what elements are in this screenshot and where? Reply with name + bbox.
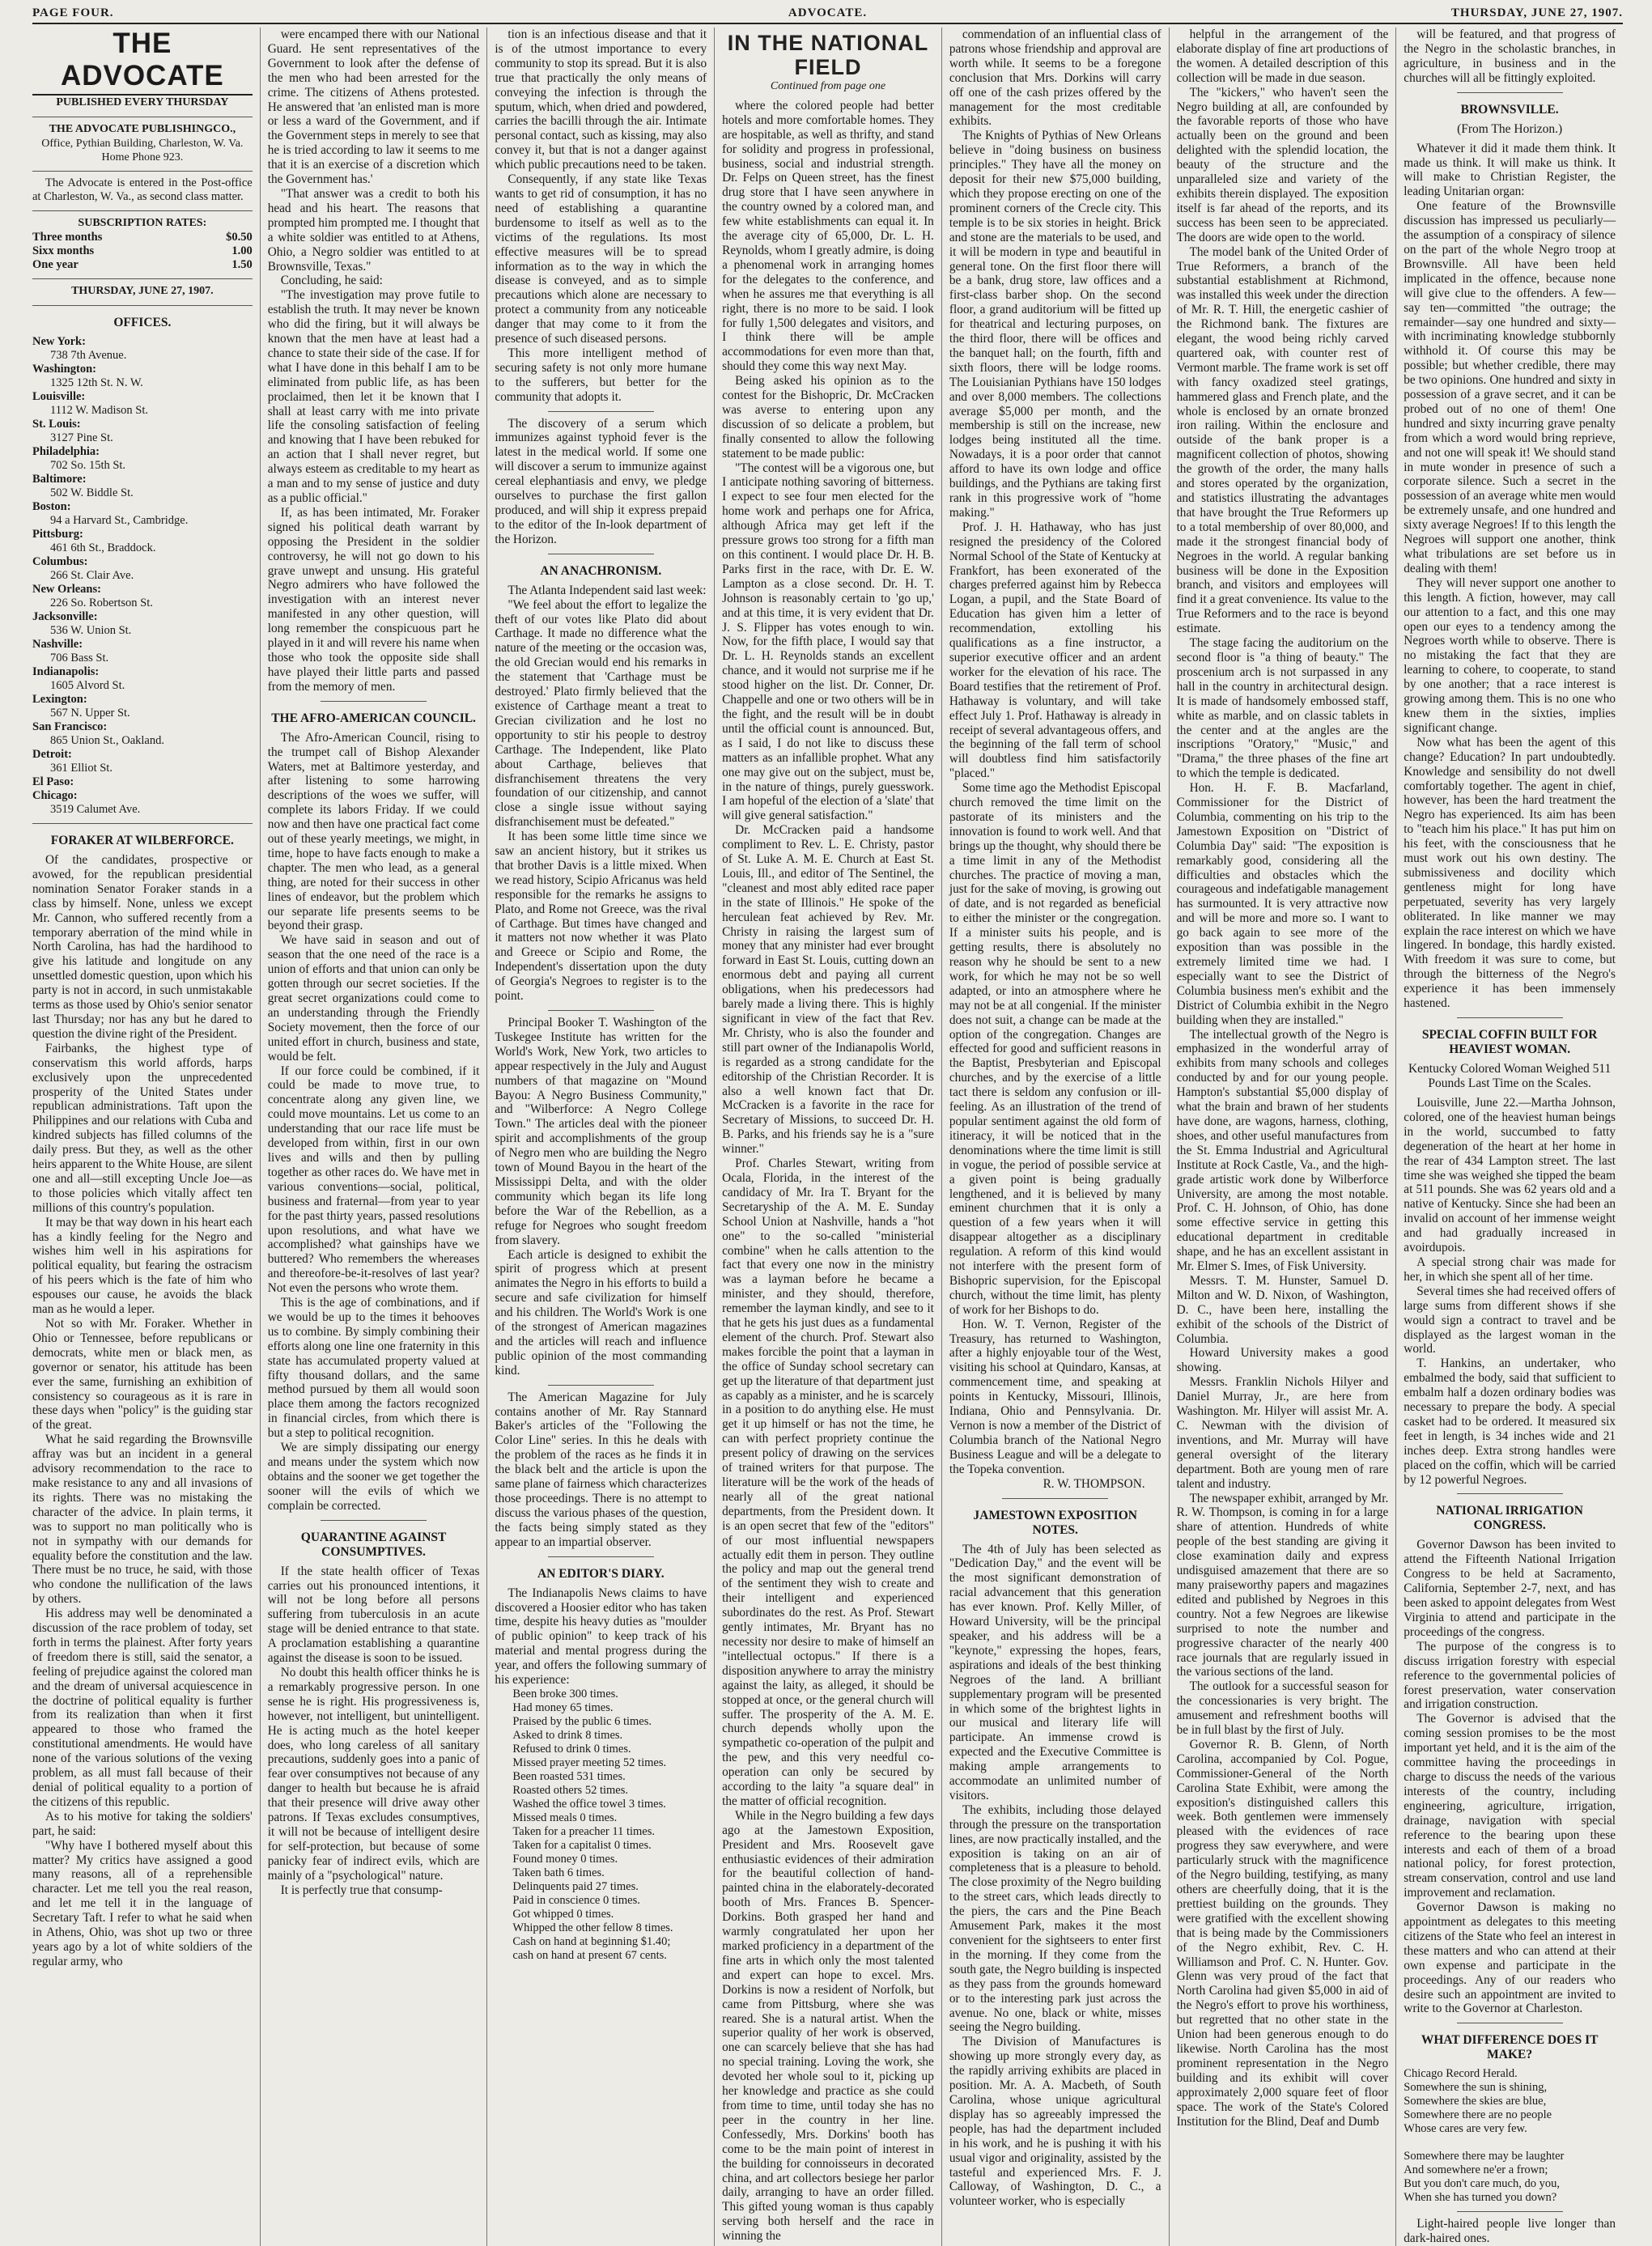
header-paper-name: ADVOCATE. (788, 6, 868, 19)
list-item: Found money 0 times. (512, 1852, 618, 1866)
poem-line: And somewhere ne'er a frown; (1404, 2163, 1548, 2177)
paragraph: were encamped there with our National Guard. He sent representatives of the Government to look after the defense of the men who had been arrested for the crime. The citizens of Athens protested. He answered that 'an enlisted man is more or less a ward of the Government, and if the Government steps in merely to see that he is tried according to law it seems to me that it is an exercise of a discretion which the Government has.' (267, 28, 480, 187)
paragraph: Howard University makes a good showing. (1176, 1346, 1389, 1375)
paragraph: The "kickers," who haven't seen the Negro building at all, are confounded by the favorable reports of those who have actually been on the ground and been delighted with the splendid location, the beauty of the structure and the unparalleled size and variety of the exhibits therein displayed. The exposition itself is far ahead of the reports, and its success has been seen to be appreciated. The doors are wide open to the world. (1176, 85, 1389, 244)
paragraph: Messrs. T. M. Hunster, Samuel D. Milton and W. D. Nixon, of Washington, D. C., have been here, installing the exhibit of the schools of the District of Columbia. (1176, 1273, 1389, 1346)
divider (1457, 2211, 1563, 2212)
article-title-brownsville: BROWNSVILLE. (1460, 102, 1559, 117)
divider (321, 701, 427, 702)
divider (32, 305, 253, 306)
paragraph: We are simply dissipating our energy and means under the system which now obtains and the sooner we get together the sooner will the evils of which we complain be corrected. (267, 1441, 480, 1513)
page-number: PAGE FOUR. (32, 6, 114, 19)
poem-line: When she has turned you down? (1404, 2191, 1557, 2205)
list-item: Asked to drink 8 times. (512, 1728, 623, 1742)
offices-list: New York: 738 7th Avenue. Washington: 1325 12th St. N. W. Louisville: 1112 W. Madison St. St. Louis: 3127 Pine St. Philadelphia: 702 So. 15th St. Baltimore: 502 W. Biddle St. Boston: 94 a Harvard St., Cambridge. Pittsburg: 461 6th St., Braddock. Columbus: 266 St. Clair Ave. New Orleans: 226 So. Robertson St. Jacksonville: 536 W. Union St. Nashville: 706 Bass St. Indianapolis: 1605 Alvord St. Lexington: 567 N. Upper St. San Francisco: 865 Union St., Oakland. Detroit: 361 Elliot St. El Paso: Chicago: 3519 Calumet Ave. (32, 335, 189, 816)
list-item: Washed the office towel 3 times. (512, 1797, 666, 1811)
list-item: Had money 65 times. (512, 1700, 614, 1714)
paragraph: The discovery of a serum which immunizes against typhoid fever is the latest in the medical world. If some one will discover a serum to immunize against cereal elephantiasis and envy, we pledge ourselves to purchase the first gallon produced, and will ship it express prepaid to the editor of the In-look department of the Horizon. (495, 416, 707, 546)
article-title-diary: AN EDITOR'S DIARY. (537, 1566, 665, 1581)
divider (32, 278, 253, 279)
offices-heading: OFFICES. (113, 316, 172, 329)
paragraph: The purpose of the congress is to discuss irrigation forestry with especial reference to the governmental policies of forest preservation, water conservation and irrigation construction. (1404, 1639, 1616, 1712)
paragraph: Being asked his opinion as to the contest for the Bishopric, Dr. McCracken was averse to entering upon any discussion of so delicate a problem, but finally consented to allow the following statement to be made public: (722, 374, 934, 461)
paragraph: where the colored people had better hotels and more comfortable homes. They are hospitable, as well as thrifty, and stand for solidity and progress in professional, business, social and industrial strength. Dr. Felps on Queen street, has the finest drug store that I have seen anywhere in the country owned by a colored man, and few white establishments can equal it. In the average city of 65,000, Dr. L. H. Reynolds, whom I greatly admire, is doing a phenomenal work in arranging homes for the delegates to the conference, and when he assures me that everything is all right, there is no more to be said. I look for fully 1,500 delegates and visitors, and I think there will be ample accommodations for even more than that, should they come this way next May. (722, 98, 934, 374)
list-item: Missed meals 0 times. (512, 1811, 618, 1824)
paragraph: If the state health officer of Texas carries out his pronounced intentions, it will not be long before all persons suffering from tuberculosis in an acute stage will be denied entrance to that state. A proclamation establishing a quarantine against the disease is soon to be issued. (267, 1564, 480, 1666)
paragraph: The stage facing the auditorium on the second floor is "a thing of beauty." The proscenium arch is not surpassed in any hall in the country in architectural design. It is made of handsomely embossed staff, white as marble, and on classic tablets in the center and at the angles are the inscriptions "Oratory," "Music," and "Drama," the three phases of the fine art to which the temple is dedicated. (1176, 636, 1389, 781)
divider (548, 411, 654, 412)
paragraph: "Why have I bothered myself about this matter? My critics have assigned a good many reasons, all of a reprehensible character. Let me tell you the real reason, and let me tell it in the language of Secretary Taft. I refer to what he said when in Athens, Ohio, was shot up two or three years ago by a lot of white soldiers of the regular army, who (32, 1838, 253, 1968)
paragraph: Whatever it did it made them think. It made us think. It will make us think. It will make to Christian Register, the leading Unitarian organ: (1404, 141, 1616, 199)
paragraph: This more intelligent method of securing safety is not only more humane to the sufferers, but better for the community that adopts it. (495, 346, 707, 404)
poem-line: Somewhere there may be laughter (1404, 2150, 1565, 2163)
paragraph: The Division of Manufactures is showing up more strongly every day, as the rapidly arriving exhibits are placed in position. Mr. A. A. Macbeth, of South Carolina, whose unique agricultural display has so agreeably impressed the people, has had the department included in his work, and he is pushing it with his usual vigor and originality, assisted by the tasteful and experienced Mrs. F. J. Calloway, of Washington, D. C., a volunteer worker, who is especially (949, 2035, 1161, 2209)
poem (1404, 2081, 1616, 2205)
list-item: Taken for a preacher 11 times. (512, 1824, 656, 1838)
paragraph: "That answer was a credit to both his head and his heart. The reasons that prompted him prompted me. I thought that a white soldier was entitled to at Athens, Ohio, a Negro soldier was entitled to at Brownsville, Texas." (267, 186, 480, 274)
column-3 (486, 28, 714, 2246)
paragraph: It may be that way down in his heart each has a kindly feeling for the Negro and wishes him well in his aspirations for political equality, but fearing the ostracism of his peers which is the fate of him who espouses our cause, he avoids the black man as he would a leper. (32, 1215, 253, 1317)
paragraph: The Indianapolis News claims to have discovered a Hoosier editor who has taken time, despite his heavy duties as "moulder of public opinion" to keep track of his material and mental progress during the year, and offers the following summary of his experience: (495, 1586, 707, 1688)
list-item: Whipped the other fellow 8 times. (512, 1921, 673, 1934)
rate-row: Sixx months 1.00 (32, 244, 253, 257)
paragraph: The American Magazine for July contains another of Mr. Ray Stannard Baker's articles of the "Following the Color Line" series. In this he deals with the problem of the races as he finds it in the black belt and the article is upon the same plane of fairness which characterizes those proceedings. There is no attempt to discuss the various phases of the question, the facts being simply stated as they appear to an impartial observer. (495, 1390, 707, 1549)
divider (32, 171, 253, 172)
paragraph: will be featured, and that progress of the Negro in the scholastic branches, in agriculture, in business and in the churches will all be fittingly exploited. (1404, 28, 1616, 85)
article-title-irrigation: NATIONAL IRRIGATION CONGRESS. (1436, 1504, 1583, 1533)
divider (321, 1520, 427, 1521)
paragraph: commendation of an influential class of patrons whose friendship and approval are worth while. It seems to be a foregone conclusion that Mrs. Dorkins will carry off one of the cash prizes offered by the management for the most creditable exhibits. (949, 28, 1161, 129)
list-item: Missed prayer meeting 52 times. (512, 1756, 667, 1769)
paragraph: Light-haired people live longer than dark-haired ones. (1404, 2217, 1616, 2246)
subscription-rates (32, 231, 253, 272)
paragraph: Hon. H. F. B. Macfarland, Commissioner for the District of Columbia, commenting on his trip to the Jamestown Exposition on "District of Columbia Day" said: "The exposition is remarkably good, considering all the difficulties and obstacles which the courageous and indefatigable management has surmounted. It is very attractive now and will be more and more so. I want to go back again to see more of the exposition than was possible in the extremely limited time we had. I especially want to see the District of Columbia business men's exhibit and the District of Columbia exhibit in the Negro building when they are installed." (1176, 781, 1389, 1027)
paragraph: The model bank of the United Order of True Reformers, a branch of the substantial establishment at Richmond, was installed this week under the direction of Mr. R. T. Hill, the energetic cashier of the Richmond bank. The fixtures are elegant, the wood being richly carved quartered oak, with counter rest of Vermont marble. The frame work is set off with fancy oxadized steel gratings, hammered glass and French plate, and the whole is enclosed by an ornate bronzed iron railing. Within the enclosure and outside of the bank proper is a magnificent collection of photos, showing the growth of the order, the many halls and stores operated by the organization, and statistics illustrating the advantages that have brought the True Reformers up to a total membership of over 80,000, and made it the strongest financial body of Negroes in the world. A regular banking business will be done in the Exposition branch, and visitors and employees will find it a great convenience. Its value to the True Reformers and to the race is beyond estimate. (1176, 244, 1389, 636)
paragraph: Each article is designed to exhibit the spirit of progress which at present animates the Negro in his efforts to build a secure and safe civilization for himself and his children. The World's Work is one of the strongest of American magazines and the articles will reach and influence public opinion of the most commanding kind. (495, 1247, 707, 1378)
issue-date: THURSDAY, JUNE 27, 1907. (71, 285, 214, 297)
continued-note: Continued from page one (770, 80, 886, 92)
paragraph: Now what has been the agent of this change? Education? In part undoubtedly. Knowledge and sensibility do not dwell comfortably together. The agent in chief, however, has been the hard treatment the Negro has experienced. Its aim has been to "teach him his place." It has put him on his feet, with the consciousness that he must work out his own destiny. The submissiveness and docility which gentleness might for long have perpetuated, severity has very largely obliterated. In like manner we may explain the race interest on which we have lingered. In bondage, this hardly existed. With freedom it was sure to come, but through the bitterness of the Negro's experience it has been immensely hastened. (1404, 735, 1616, 1011)
paragraph: The 4th of July has been selected as "Dedication Day," and the event will be the most significant demonstration of racial advancement that this generation has ever known. Prof. Kelly Miller, of Howard University, will be the principal speaker, and his address will be a "keynote," expressing the hopes, fears, aspirations and ideals of the best thinking Negroes of the land. A brilliant supplementary program will be presented in which some of the brightest lights in our musical and literary life will participate. An immense crowd is expected and the Executive Committee is making ample arrangements to accommodate an unlimited number of visitors. (949, 1542, 1161, 1802)
article-title-council: THE AFRO-AMERICAN COUNCIL. (271, 711, 476, 725)
article-title-difference: WHAT DIFFERENCE DOES IT MAKE? (1421, 2033, 1599, 2062)
column-7 (1395, 28, 1623, 2246)
paragraph: Principal Booker T. Washington of the Tuskegee Institute has written for the World's Work, New York, two articles to appear respectively in the July and August numbers of that magazine on "Mound Bayou: A Negro Business Community," and "Wilberforce: A Negro College Town." The articles deal with the pioneer spirit and accomplishments of the group of Negro men who are building the Negro town of Mound Bayou in the heart of the Mississippi Delta, and with the older community which began its life long before the War of the Rebellion, as a refuge for Negroes who sought freedom from slavery. (495, 1016, 707, 1247)
diary-list (495, 1688, 707, 1963)
paragraph: What he said regarding the Brownsville affray was but an incident in a general advisory recommendation to the race to make resistance to any and all invasions of its rights. There was no mistaking the character of the advice. In plain terms, it was to support no man politically who is not in sympathy with our demands for equality before the constitution and the law. There must be no truce, he said, with those who condone the nullification of the laws by others. (32, 1433, 253, 1607)
paragraph: While in the Negro building a few days ago at the Jamestown Exposition, President and Mrs. Roosevelt gave enthusiastic evidences of their admiration for the beautiful collection of hand-painted china in the elaborately-decorated booth of Mrs. Frances B. Spencer-Dorkins. Both grasped her hand and warmly congratulated her upon her marked proficiency in a department of the fine arts in which only the most talented and expert can hope to excel. Mrs. Dorkins is now a resident of Norfolk, but came from Pittsburg, where she was reared. She is a natural artist. When the superior quality of her work is observed, one can scarcely believe that she has had no special training. Loving the work, she devoted her whole soul to it, picking up her knowledge and practice as she could from time to time, until today she has no peer in the country in her line. Confessedly, Mrs. Dorkins' booth has come to be the main point of interest in the building for connoisseurs in decorated china, and art collectors besiege her parlor daily, arranging to have an order filled. This gifted young woman is thus capably serving both herself and the race in winning the (722, 1808, 934, 2244)
paragraph: Governor R. B. Glenn, of North Carolina, accompanied by Col. Pogue, Commissioner-General of the North Carolina State Exhibit, were among the exposition's distinguished callers this week. Both gentlemen were immensely pleased with the evidences of race progress they saw everywhere, and were particularly struck with the magnificence of the Negro building, testifying, as many others are cheerfully doing, that it is the prettiest building on the grounds. They were gratified with the excellent showing that is being made by the Commissioners of the Negro exhibit, Rev. C. H. Williamson and Prof. C. N. Hunter. Gov. Glenn was very proud of the fact that North Carolina had given $5,000 in aid of the Negro's effort to prove his worthiness, but regretted that no other state in the Union had been generous enough to do likewise. North Carolina has the most prominent representation in the Negro building and its exhibit will cover approximately 2,000 square feet of floor space. The work of the State's Colored Institution for the Blind, Deaf and Dumb (1176, 1737, 1389, 2129)
paragraph: We have said in season and out of season that the one need of the race is a union of efforts and that union can only be gotten through our secret societies. If the great secret organizations could come to an understanding through the Friendly Society movement, then the force of our united effort in church, business and state, would be felt. (267, 933, 480, 1064)
masthead-title: THE ADVOCATE (32, 28, 253, 96)
paragraph: The Afro-American Council, rising to the trumpet call of Bishop Alexander Waters, met at Baltimore yesterday, and after listening to some harrowing descriptions of the woes we suffer, will complete its labors Friday. If we could now and then have one practical fact come out of these yearly meetings, we might, in time, hope to have facts enough to make a chapter. The men who lead, as a general thing, are noted for their success in other lines of endeavor, but the problem which our separate life presents seems to be beyond their grasp. (267, 730, 480, 933)
poem-line: Somewhere the sun is shining, (1404, 2081, 1548, 2095)
divider (32, 210, 253, 211)
article-subtitle: Kentucky Colored Woman Weighed 511 Pounds Last Time on the Scales. (1408, 1062, 1612, 1090)
list-item: Delinquents paid 27 times. (512, 1879, 639, 1893)
divider (32, 823, 253, 824)
divider (1457, 1017, 1563, 1018)
newspaper-columns (32, 28, 1623, 2246)
list-item: Been broke 300 times. (512, 1687, 618, 1700)
poem-line (1404, 2136, 1616, 2150)
paragraph: One feature of the Brownsville discussion has impressed us peculiarly—the assumption of a conspiracy of silence on the part of the whole Negro troop at Brownsville. All have been held implicated in the offence, because none will give clue to the offenders. A few—say ten—committed "the outrage; the remainder—say one hundred and sixty—with incriminating knowledge stubbornly withhold it. Of course this may be possible; but whether credible, there may be two opinions. One hundred and sixty in possession of a grave secret, and it can be probed out of no one of them! One hundred and sixty incurring grave penalty from which a word would bring reprieve, and not one will speak it! We should stand in mute wonder in presence of such a corporate silence. Such a secret in the possession of an average white men would be extremely unsafe, and one hundred and sixty average Negroes! If to this length the Negroes will support one another, think what tribulations are set before us in dealing with them! (1404, 199, 1616, 575)
subscription-title: SUBSCRIPTION RATES: (78, 217, 207, 229)
article-source: (From The Horizon.) (1457, 121, 1563, 136)
paragraph: Fairbanks, the highest type of conservatism this world affords, harps exclusively upon the unprecedented prosperity of the United States under republican administrations. Taft upon the Philippines and our relations with Cuba and kindred subjects has filled columns of the daily press. But they, as well as the other heirs apparent to the White House, are silent one and all—still excepting Uncle Joe—as to those policies which vitally affect ten millions of this country's population. (32, 1041, 253, 1215)
article-title-jamestown: JAMESTOWN EXPOSITION NOTES. (973, 1508, 1137, 1537)
column-4 (714, 28, 941, 2246)
article-title-coffin: SPECIAL COFFIN BUILT FOR HEAVIEST WOMAN. (1421, 1028, 1598, 1056)
paragraph: No doubt this health officer thinks he is a remarkably progressive person. In one sense he is right. His progressiveness is, however, not intelligent, but unintelligent. He is acting much as the hotel keeper does, who long careless of all sanitary precautions, suddenly goes into a panic of fear over consumptives not because of any danger to health but because he is afraid that their presence will drive away other patrons. If Texas excludes consumptives, it will not be because of intelligent desire for self-protection, but because of some panicky fear of indirect evils, which are mainly of a "psychological" nature. (267, 1665, 480, 1883)
list-item: Paid in conscience 0 times. (512, 1893, 640, 1907)
paragraph: As to his motive for taking the soldiers' part, he said: (32, 1809, 253, 1838)
paragraph: T. Hankins, an undertaker, who embalmed the body, said that sufficient to embalm half a dozen ordinary bodies was necessary to prepare the body. A special casket had to be ordered. It measured six feet in length, is 34 inches wide and 21 inches deep. Extra strong handles were placed on the coffin, which will be carried by 12 powerful Negroes. (1404, 1357, 1616, 1487)
column-6 (1169, 28, 1396, 2246)
masthead-office: Office, Pythian Building, Charleston, W. Va. (41, 138, 244, 150)
paragraph: The Knights of Pythias of New Orleans believe in "doing business on business principles." They have all the money on deposit for their new $75,000 building, which they propose erecting on one of the prominent corners of the Crecle city. This temple is to be six stories in height. Brick and stone are the materials to be used, and it will be modern in type and beautiful in general tone. On the first floor there will be a bank, drug store, law offices and a first-class barber shop. On the second floor, a grand auditorium will be fitted up for theatrical and lecturing purposes, on the third floor, there will be offices and the banquet hall; on the fourth, fifth and sixth floors, there will be lodge rooms. The Louisianian Pythians have 150 lodges and over 8,000 members. The collections average $5,000 per month, and the membership is still on the increase, new lodges being instituted all the time. Nowadays, it is a poor order that cannot afford to have its own lodge and office buildings, and the Pythians are taking first rank in this progressive work of "home making." (949, 129, 1161, 520)
rate-row: Three months $0.50 (32, 231, 253, 244)
paragraph: If, as has been intimated, Mr. Foraker signed his political death warrant by opposing the President in the soldier controversy, he will not go down to his grave unwept and unsung. His grateful Negro admirers who have followed the investigation with an interest never manifested in any other question, will long remember the conspicuous part he played in it and will revere his name when those who took the opposite side shall have played their little parts and passed from the memory of men. (267, 505, 480, 694)
paragraph: The outlook for a successful season for the concessionaries is very bright. The amusement and refreshment booths will be in full blast by the first of July. (1176, 1679, 1389, 1738)
paragraph: The intellectual growth of the Negro is emphasized in the wonderful array of exhibits from many schools and colleges conducted by and for our young people. Hampton's substantial $5,000 display of what the brain and brawn of her students have done, are wagons, harness, clothing, shoes, and other useful manufactures from the St. Emma Industrial and Agricultural Institute at Rock Castle, Va., and the high-grade artistic work done by Wilberforce University, are among the most notable. Prof. C. H. Johnson, of Ohio, has done some effective service in getting this educational department in creditable shape, and he has an excellent assistant in Mr. Elmer S. Imes, of Fisk University. (1176, 1027, 1389, 1274)
paragraph: A special strong chair was made for her, in which she spent all of her time. (1404, 1255, 1616, 1284)
poem-source: Chicago Record Herald. (1404, 2067, 1518, 2081)
paragraph: Prof. J. H. Hathaway, who has just resigned the presidency of the Colored Normal School of the State of Kentucky at Frankfort, has been exonerated of the charges preferred against him by Rebecca Logan, a pupil, and the State Board of Education has given him a letter of recommendation, extolling his qualifications as a fine instructor, a superior executive officer and an ardent worker for the elevation of his race. The Board testifies that the retirement of Prof. Hathaway is voluntary, and will take effect July 1. Prof. Hathaway is already in receipt of several advantageous offers, and the beginning of the fall term of school will doubtless find him satisfactorily "placed." (949, 520, 1161, 781)
list-item: Roasted others 52 times. (512, 1783, 628, 1797)
list-item: Refused to drink 0 times. (512, 1742, 631, 1756)
paragraph: helpful in the arrangement of the elaborate display of fine art productions of the women. A detailed description of this collection will be made in due season. (1176, 28, 1389, 85)
paragraph: Governor Dawson is making no appointment as delegates to this meeting citizens of the State who feel an interest in these matters and who can attend at their own expense and participate in the proceedings. Any of our readers who desire such an appointment are invited to write to the Governor at Charleston. (1404, 1900, 1616, 2016)
paragraph: Dr. McCracken paid a handsome compliment to Rev. L. E. Christy, pastor of St. Luke A. M. E. Church at East St. Louis, Ill., and editor of The Sentinel, the "cleanest and most ably edited race paper in the state of Illinois." He spoke of the herculean feat achieved by Rev. Mr. Christy in raising the largest sum of money that any minister had ever brought forward in East St. Louis, cutting down an enormous debt and paying all current obligations, when his predecessors had barely made a living there. This is highly significant in view of the fact that Rev. Mr. Christy, who is also the founder and still part owner of the Indianapolis World, is regarded as a strong candidate for the editorship of the Christian Recorder. It is also a well known fact that Dr. McCracken is a favorite in the race for Secretary of Missions, to succeed Dr. H. B. Parks, and his friends say he is a "sure winner." (722, 823, 934, 1157)
masthead-tagline: PUBLISHED EVERY THURSDAY (56, 96, 229, 108)
divider (1457, 1493, 1563, 1494)
paragraph: Consequently, if any state like Texas wants to get rid of consumption, it has no need of establishing a quarantine burdensome to itself as well as to the victims of the regulations. Its most effective measures will be to spread information as to the way in which the disease is conveyed, and as to simple precautions which alone are necessary to protect a community from any noticeable danger that may come to it from the presence of such diseased persons. (495, 172, 707, 346)
paragraph: Of the candidates, prospective or avowed, for the republican presidential nomination Senator Foraker stands in a class by himself. None, unless we except Mr. Cannon, who suffered recently from a temporary aberration of the mind while in North Carolina, has had the hardihood to give his latitude and longitude on any unsettled domestic question, upon which his party is not in accord, in such unmistakable terms as those used by Ohio's senior senator last Thursday; nor has any but he dared to question the divine right of the President. (32, 853, 253, 1041)
list-item: Praised by the public 6 times. (512, 1714, 652, 1728)
poem-line: But you don't care much, do you, (1404, 2177, 1560, 2191)
masthead-phone: Home Phone 923. (101, 151, 184, 163)
list-item: Taken for a capitalist 0 times. (512, 1838, 652, 1852)
divider (1002, 1498, 1108, 1499)
divider (1457, 92, 1563, 93)
paragraph: It has been some little time since we saw an ancient history, but it strikes us that brother Davis is a little mixed. When we read history, Scipio Africanus was held responsible for the remarks he assigns to Plato, and Rome not Greece, was the rival of Carthage. But times have changed and it matters not now whether it was Plato and Greece or Scipio and Rome, the Independent's dissertation upon the duty of Georgia's Negroes to register is to the point. (495, 830, 707, 1004)
list-item: Got whipped 0 times. (512, 1907, 614, 1921)
paragraph: This is the age of combinations, and if we would be up to the times it behooves us to combine. By simply combining their efforts along one line one fraternity in this state has accumulated property valued at fifty thousand dollars, and the same method pursued by them all would soon place them among the factors recognized in financial circles, from which there is but a step to political recognition. (267, 1296, 480, 1441)
paragraph: Several times she had received offers of large sums from different shows if she would sign a contract to travel and be displayed as the largest woman in the world. (1404, 1284, 1616, 1357)
column-5 (941, 28, 1169, 2246)
list-item: Taken bath 6 times. (512, 1866, 605, 1879)
rate-row: One year 1.50 (32, 258, 253, 271)
paragraph: "We feel about the effort to legalize the theft of our votes like Plato did about Carthage. It made no difference what the nature of the meeting or the occasion was, the old Grecian would end his remarks in the statement that 'Carthage must be destroyed.' Plato firmly believed that the existence of Carthage meant a treat to Grecian civilization and he lost no opportunity to stir his people to destroy Carthage. The Independent, like Plato about Carthage, believes that disfranchisement threatens the very foundation of our citizenship, and cannot close a single issue without saying disfranchisement must be defeated." (495, 597, 707, 830)
paragraph: The Governor is advised that the coming session promises to be the most important yet held, and it is the aim of the committee having the proceedings in charge to discuss the needs of the various interests of the country, including engineering, agriculture, irrigation, drainage, navigation with special reference to the bearing upon these interests and each of them of a broad national policy, for forest protection, stream conservation, control and use land improvement and reclamation. (1404, 1712, 1616, 1900)
paragraph: If our force could be combined, if it could be made to move true, to concentrate along any given line, we could move mountains. Let us come to an understanding that our race life must be developed from within, first in our own lives and wills and then by pulling together as other races do. We have met in various conventions—social, political, business and fraternal—from year to year for the past thirty years, passed resolutions upon resolutions, and what have we accomplished? what gainships have we buttered? Who remembers the whereases and thereofore-be-it-resolves of last year? Not even the persons who wrote them. (267, 1064, 480, 1296)
list-item: cash on hand at present 67 cents. (512, 1948, 667, 1962)
poem-line: Somewhere the skies are blue, (1404, 2095, 1547, 2108)
paragraph: Prof. Charles Stewart, writing from Ocala, Florida, in the interest of the candidacy of Mr. Ira T. Bryant for the Secretaryship of the A. M. E. Sunday School Union at Nashville, hands a "hot one" to the so-called "ministerial combine" when he calls attention to the fact that every one now in the ministry was a layman before he became a minister, and they should, therefore, remember the layman kindly, and see to it that he gets his just dues as a fundamental element of the church. Prof. Stewart also makes forcible the point that a layman in the office of Sunday school secretary can get up the literature of that department just as capably as a minister, and he is scarcely in a position to do anything else. He must get it up himself or has not the time, he can with perfect propriety continue the present policy of drawing on the services of trained writers for that purpose. The literature will be the work of the heads of nearly all of the great national departments, from the President down. It is an open secret that few of the "editors" of our most influential newspapers actually edit them in person. They outline the policy and map out the general trend of the sentiment they wish to create and their intelligent and experienced subordinates do the rest. As Prof. Stewart gently intimates, Mr. Bryant has no necessity nor desire to make of himself an "intellectual octopus." If there is a disposition anywhere to array the ministry against the laity, as alleged, it should be stopped at once, or the general church will suffer. The prosperity of the A. M. E. church depends wholly upon the sympathetic co-operation of the pulpit and the pew, and this very needful co-operation can only be secured by according to the laity "a square deal" in the matter of official recognition. (722, 1157, 934, 1808)
list-item: Been roasted 531 times. (512, 1769, 626, 1783)
masthead (32, 28, 253, 306)
column-2 (260, 28, 487, 2246)
paragraph: Governor Dawson has been invited to attend the Fifteenth National Irrigation Congress to be held at Sacramento, California, September 2-7, next, and has been asked to appoint delegates from West Virginia to attend and participate in the proceedings of the congress. (1404, 1538, 1616, 1639)
paragraph: His address may well be denominated a discussion of the race problem of today, set forth in terms the plainest. After forty years of freedom there is still, said the senator, a feeling of prejudice against the colored man and the dream of universal acquiescence in the doctrine of political equality is further from its realization than when it first appeared to those who framed the constitutional amendments. He would have none of the various solutions of the vexing problem, as all must fall because of their denial of political equality to a portion of the citizens of this republic. (32, 1607, 253, 1809)
paragraph: They will never support one another to this length. A fiction, however, may call our attention to a fact, and this one may open our eyes to a tendency among the Negroes worth while to observe. There is no mistaking the fact that they are learning to cohere, to cooperate, to stand by one another; that a race interest is growing among them. This is no one who knew them in the sixties, implies significant change. (1404, 575, 1616, 735)
paragraph: Messrs. Franklin Nichols Hilyer and Daniel Murray, Jr., are here from Washington. Mr. Hilyer will assist Mr. A. C. Newman with the division of inventions, and Mr. Murray will have general oversight of the literary department. Both are young men of rare talent and industry. (1176, 1375, 1389, 1491)
divider (548, 1385, 654, 1386)
poem-line: Whose cares are very few. (1404, 2122, 1527, 2136)
paragraph: The newspaper exhibit, arranged by Mr. R. W. Thompson, is coming in for a large share of attention. Hundreds of white people of the best standing are giving it close examination daily and express undisguised amazement that there are so many praiseworthy papers and magazines edited and published by Negroes in this country. Not a few Negroes are likewise surprised to note the number and progressive character of the nearly 400 race journals that are regularly issued in the various sections of the land. (1176, 1491, 1389, 1679)
paragraph: tion is an infectious disease and that it is of the utmost importance to every community to stop its spread. But it is also true that practically the only means of conveying the infection is through the sputum, which, when dried and powdered, carries the bacilli through the air. Intimate personal contact, such as kissing, may also convey it, but that is not a danger against which public precautions need to be taken. (495, 28, 707, 172)
paragraph: Louisville, June 22.—Martha Johnson, colored, one of the heaviest human beings in the world, succumbed to fatty degeneration of the heart at her home in the rear of 434 Lampton street. The last time she was weighed she tipped the beam at 511 pounds. She was 62 years old and a native of Kentucky. Since she had been an invalid on account of her immense weight and had gradually increased in avoirdupois. (1404, 1096, 1616, 1255)
poem-line: Somewhere there are no people (1404, 2108, 1552, 2122)
byline: R. W. THOMPSON. (1043, 1476, 1145, 1491)
column-1 (32, 28, 260, 2246)
divider (548, 1556, 654, 1557)
header-date: THURSDAY, JUNE 27, 1907. (1450, 6, 1623, 19)
paragraph: Not so with Mr. Foraker. Whether in Ohio or Tennessee, before republicans or democrats, white men or black men, as governor or senator, his attitude has been ever the same, furnishing an exhibition of consistency so courageous as it is rare in these days when "policy" is the guiding star of the great. (32, 1317, 253, 1433)
paragraph: Concluding, he said: (280, 274, 383, 288)
article-title-foraker: FORAKER AT WILBERFORCE. (50, 834, 234, 847)
paragraph: "The investigation may prove futile to establish the truth. It may never be known who did the firing, but it will always be known that the men have at least had a chance to state their side of the case. If for what I have done in this behalf I am to be eliminated from public life, as has been proclaimed, then let it be known that I shall at least carry with me into private life the consoling satisfaction of feeling and knowing that I have been rebuked for an action that I shall never regret, but always esteem as creditable to my heart as a man and to my sense of justice and duty as a public official." (267, 288, 480, 505)
divider (548, 1010, 654, 1011)
paragraph: The Atlanta Independent said last week: (507, 583, 707, 597)
page-header (32, 5, 1623, 24)
section-banner: IN THE NATIONAL FIELD (727, 31, 929, 79)
paragraph: It is perfectly true that consump- (280, 1883, 443, 1897)
paragraph: Hon. W. T. Vernon, Register of the Treasury, has returned to Washington, after a highly enjoyable tour of the West, visiting his school at Quindaro, Kansas, at commencement time, and speaking at points in Kentucky, Missouri, Illinois, Indiana, Ohio and Pennsylvania. Dr. Vernon is now a member of the District of Columbia branch of the National Negro Business League and will be a delegate to the Topeka convention. (949, 1317, 1161, 1476)
masthead-publisher: THE ADVOCATE PUBLISHINGCO., (49, 123, 236, 135)
paragraph: The exhibits, including those delayed through the pressure on the transportation lines, are now practically installed, and the exposition is taking on an air of completeness that is a pleasure to behold. The close proximity of the Negro building to the street cars, which leads directly to the piers, the cars and the Pine Beach Amusement Park, makes it the most convenient for the sightseers to enter first in the morning. If they come from the south gate, the Negro building is inspected as they pass from the grounds homeward or to the interesting park just across the avenue. No one, black or white, misses seeing the Negro building. (949, 1802, 1161, 2035)
paragraph: "The contest will be a vigorous one, but I anticipate nothing savoring of bitterness. I expect to see four men elected for the home work and perhaps one for Africa, although Africa may get left if the pressure grows too strong for a fifth man on this continent. I would place Dr. H. B. Parks first in the race, with Dr. E. W. Lampton as a close second. Dr. H. T. Johnson is reasonably certain to 'go up,' and at this time, it is very evident that Dr. J. S. Flipper has votes enough to win. Now, for the fifth place, I would say that Dr. L. H. Reynolds stands an excellent chance, and it would not surprise me if he stood higher on the list. Dr. Conner, Dr. Chappelle and one or two others will be in the fight, and the result will be in doubt until the official count is announced. But, as I said, I do not like to discuss these matters as an infallible prophet. What any one may give out on the subject, must be, in the nature of things, purely guesswork. I am hopeful of the election of a 'slate' that will give general satisfaction." (722, 461, 934, 823)
article-title-anachronism: AN ANACHRONISM. (540, 563, 662, 578)
masthead-entry: The Advocate is entered in the Post-office at Charleston, W. Va., as second class matter. (32, 176, 253, 203)
list-item: Cash on hand at beginning $1.40; (512, 1934, 671, 1948)
article-title-quarantine: QUARANTINE AGAINST CONSUMPTIVES. (300, 1530, 447, 1559)
paragraph: Some time ago the Methodist Episcopal church removed the time limit on the pastorate of its ministers and the innovation is found to work well. And that brings up the thought, why should there be a time limit in any of the Methodist churches. The practice of moving a man, just for the sake of moving, is growing out of date, and is not regarded as beneficial to either the minister or the congregation. If a minister suits his people, and is getting results, there is absolutely no reason why he should be sent to a new work, for which he may not be so well adapted, or into an atmosphere where he may not be at all congenial. If the minister does not suit, a change can be made at the option of the congregation. Changes are effected for good and sufficient reasons in the Baptist, Presbyterian and Episcopal churches, and by the exercise of a little tact there is seldom any confusion or ill-feeling. As an illustration of the trend of popular sentiment against the old form of itineracy, it will be noticed that in the denominations where the time limit is still in vogue, the period of possible service at a given point is being gradually lengthened, and it is believed by many eminent churchmen that it is only a question of a few years when it will disappear altogether as a disciplinary regulation. A reform of this kind would not interfere with the present form of Bishopric supervision, for the Episcopal church, without the time limit, has plenty of work for her Bishops to do. (949, 781, 1161, 1317)
